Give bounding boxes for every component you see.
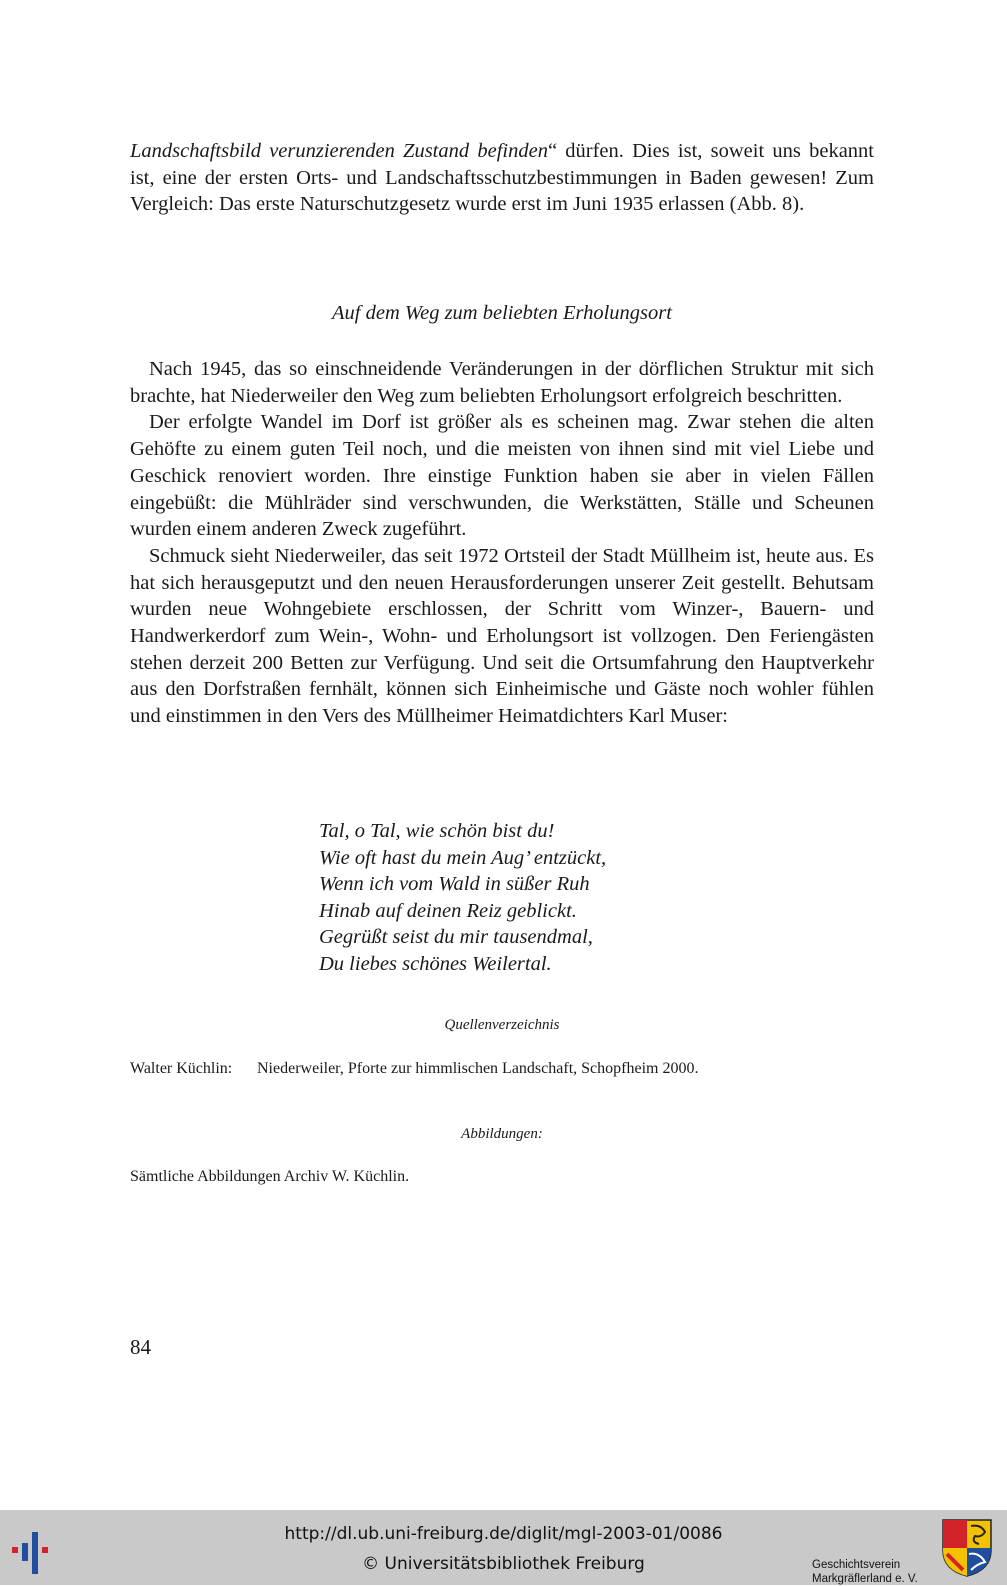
society-line-2: Markgräflerland e. V. bbox=[812, 1573, 918, 1585]
continuation-paragraph bbox=[130, 138, 874, 218]
figures-credit: Sämtliche Abbildungen Archiv W. Küchlin. bbox=[130, 1168, 410, 1185]
paragraph-2: Der erfolgte Wandel im Dorf ist größer als es scheinen mag. Zwar stehen die alten Gehöfte zu einem guten Teil noch, und die meisten von ihnen sind mit viel Liebe und Geschick renoviert worden. Ihre einstige Funktion haben sie aber in vielen Fällen eingebüßt: die Mühlräder sind verschwunden, die Werkstätten, Ställe und Scheunen wurden einem anderen Zweck zugeführt. bbox=[130, 411, 874, 541]
source-author: Walter Küchlin: bbox=[130, 1060, 233, 1077]
poem-line: Hinab auf deinen Reiz geblickt. bbox=[319, 899, 577, 922]
figures-heading: Abbildungen: bbox=[461, 1126, 543, 1142]
poem-line: Gegrüßt seist du mir tausendmal, bbox=[319, 926, 593, 949]
footer-url-link[interactable]: http://dl.ub.uni-freiburg.de/diglit/mgl-2003-01/0086 bbox=[284, 1524, 723, 1544]
footer-copyright: © Universitätsbibliothek Freiburg bbox=[362, 1554, 645, 1574]
sources-heading: Quellenverzeichnis bbox=[444, 1017, 560, 1033]
poem-line: Wenn ich vom Wald in süßer Ruh bbox=[319, 873, 590, 896]
paragraph-1: Nach 1945, das so einschneidende Veränderungen in der dörflichen Struktur mit sich brachte, hat Niederweiler den Weg zum beliebten Erholungsort erfolgreich beschritten. bbox=[130, 358, 874, 407]
source-entry bbox=[130, 1060, 698, 1078]
society-line-1: Geschichtsverein bbox=[812, 1559, 901, 1571]
poem-line: Du liebes schönes Weilertal. bbox=[319, 952, 552, 975]
society-name bbox=[812, 1558, 918, 1586]
body-text bbox=[130, 356, 874, 730]
poem-line: Wie oft hast du mein Aug’ entzückt, bbox=[319, 846, 607, 869]
continuation-text: “ dürfen. Dies ist, soweit uns bekannt ist, eine der ersten Orts- und Landschaftsschutzbestimmungen in Baden gewesen! Zum Vergleich: Das erste Naturschutzgesetz wurde erst im Juni 1935 erlassen (Abb. 8). bbox=[130, 140, 874, 216]
section-heading: Auf dem Weg zum beliebten Erholungsort bbox=[332, 302, 672, 324]
continuation-italic: Landschaftsbild verunzierenden Zustand befinden bbox=[130, 140, 548, 162]
footer-bar bbox=[0, 1510, 1007, 1585]
page-number: 84 bbox=[130, 1335, 151, 1359]
poem-line: Tal, o Tal, wie schön bist du! bbox=[319, 820, 555, 842]
paragraph-3: Schmuck sieht Niederweiler, das seit 1972 Ortsteil der Stadt Müllheim ist, heute aus. Es hat sich herausgeputzt und den neuen Herausforderungen unserer Zeit gestellt. Behutsam wurden neue Wohngebiete erschlossen, der Schritt vom Winzer-, Bauern- und Handwerkerdorf zum Wein-, Wohn- und Erholungsort ist vollzogen. Den Feriengästen stehen derzeit 200 Betten zur Verfügung. Und seit die Ortsumfahrung den Hauptverkehr aus den Dorfstraßen fernhält, können sich Einheimische und Gäste noch wohler fühlen und einstimmen in den Vers des Müllheimer Heimatdichters Karl Muser: bbox=[130, 544, 874, 728]
poem bbox=[319, 818, 606, 978]
source-title: Niederweiler, Pforte zur himmlischen Landschaft, Schopfheim 2000. bbox=[257, 1060, 699, 1077]
coat-of-arms-icon bbox=[941, 1518, 993, 1578]
